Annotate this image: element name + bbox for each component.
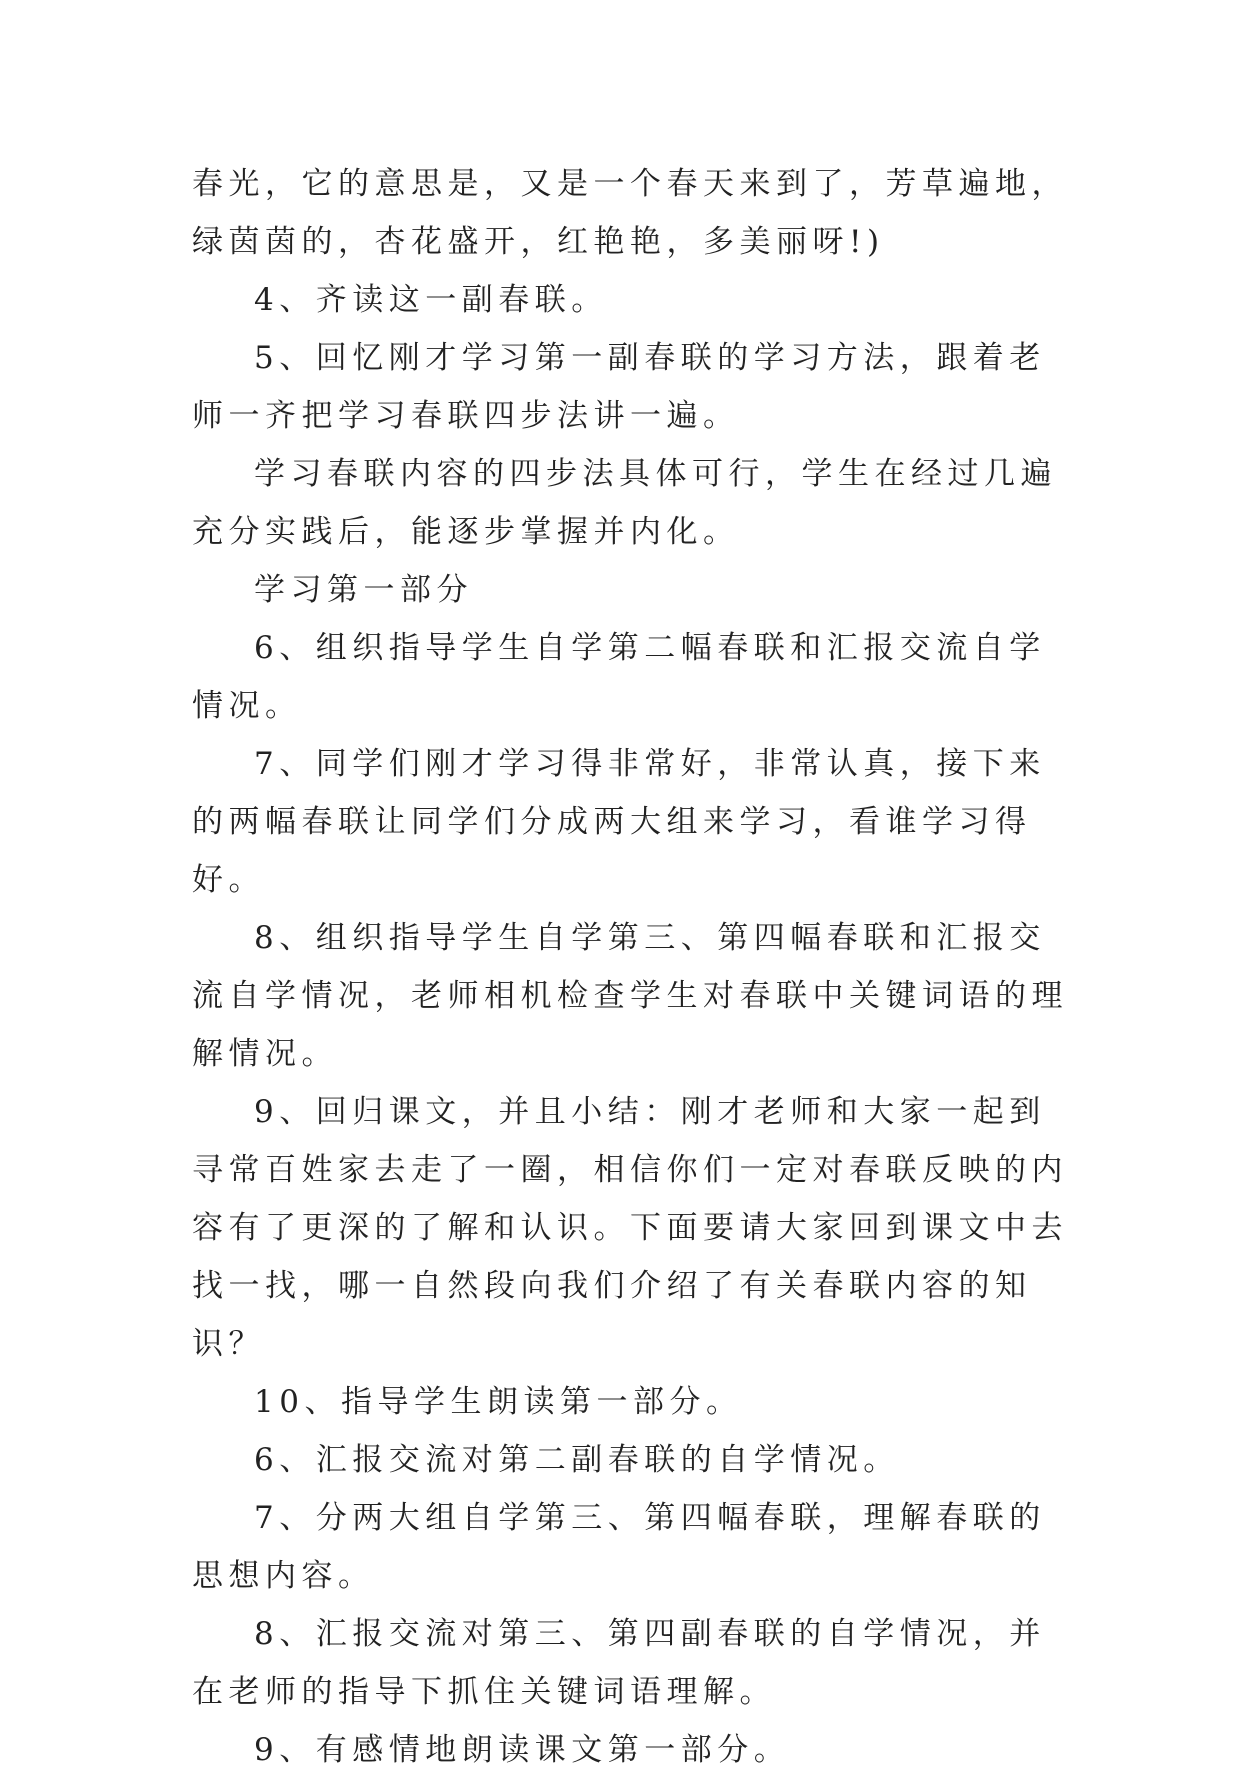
paragraph: 9、回归课文，并且小结：刚才老师和大家一起到寻常百姓家去走了一圈，相信你们一定对春联反映的内容有了更深的了解和认识。下面要请大家回到课文中去找一找，哪一自然段向我们介绍了有关春联内容的知识？ <box>192 1094 1068 1362</box>
paragraph: 4、齐读这一副春联。 <box>254 282 608 318</box>
paragraph: 8、组织指导学生自学第三、第四幅春联和汇报交流自学情况，老师相机检查学生对春联中关键词语的理解情况。 <box>192 920 1068 1072</box>
paragraph: 5、回忆刚才学习第一副春联的学习方法，跟着老师一齐把学习春联四步法讲一遍。 <box>192 340 1046 434</box>
paragraph: 学习春联内容的四步法具体可行，学生在经过几遍充分实践后，能逐步掌握并内化。 <box>192 456 1057 550</box>
paragraph: 10、指导学生朗读第一部分。 <box>254 1384 743 1420</box>
paragraph: 6、汇报交流对第二副春联的自学情况。 <box>254 1442 900 1478</box>
section-heading: 学习第一部分 <box>254 572 473 608</box>
document-page <box>192 155 1072 1779</box>
paragraph: 春光，它的意思是，又是一个春天来到了，芳草遍地，绿茵茵的，杏花盛开，红艳艳，多美丽呀!) <box>192 166 1068 260</box>
paragraph: 7、同学们刚才学习得非常好，非常认真，接下来的两幅春联让同学们分成两大组来学习，看谁学习得好。 <box>192 746 1046 898</box>
paragraph: 8、汇报交流对第三、第四副春联的自学情况，并在老师的指导下抓住关键词语理解。 <box>192 1616 1046 1710</box>
paragraph: 6、组织指导学生自学第二幅春联和汇报交流自学情况。 <box>192 630 1046 724</box>
paragraph: 7、分两大组自学第三、第四幅春联，理解春联的思想内容。 <box>192 1500 1046 1594</box>
paragraph: 9、有感情地朗读课文第一部分。 <box>254 1732 791 1768</box>
